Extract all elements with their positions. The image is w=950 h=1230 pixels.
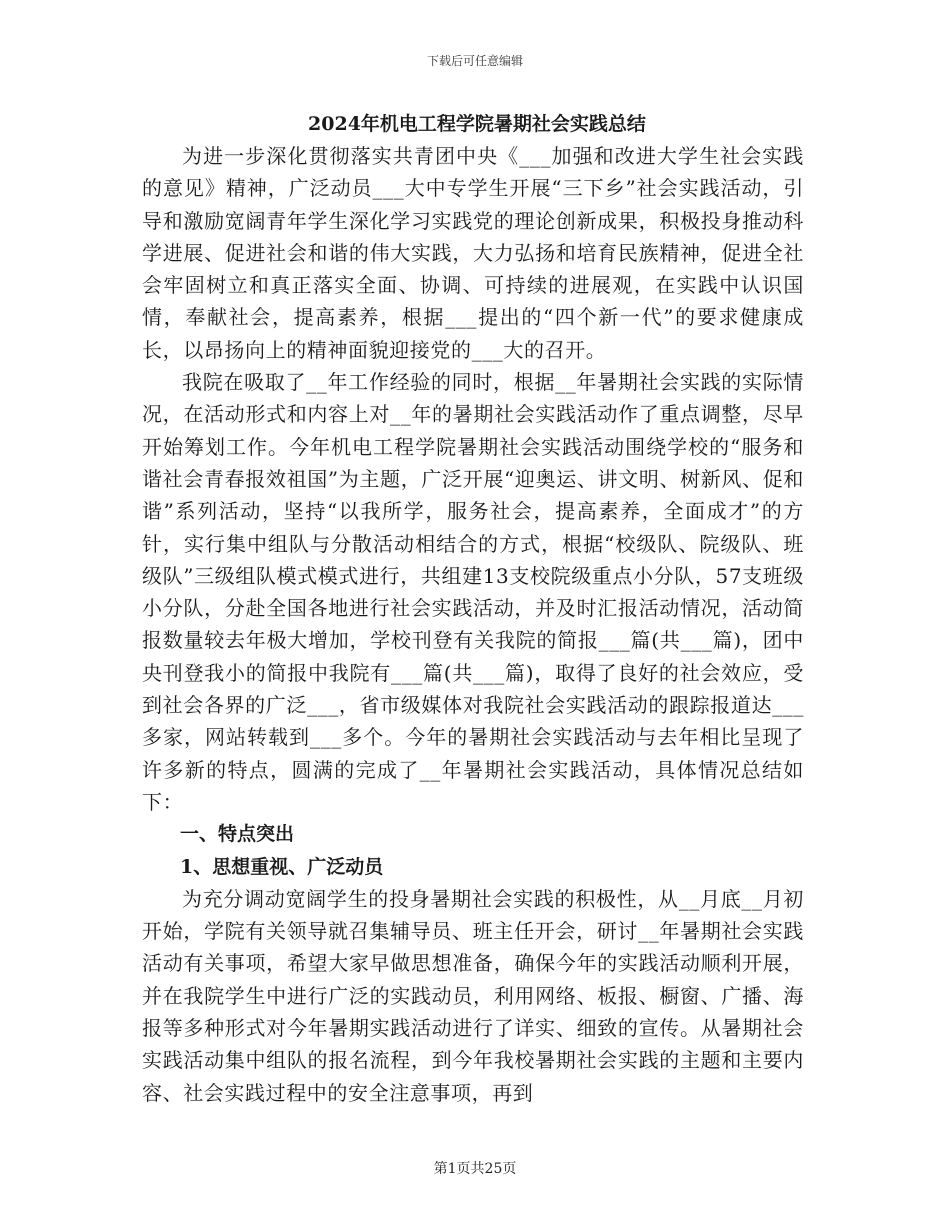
section-heading: 一、特点突出	[180, 823, 295, 846]
paragraph-mobilization: 为充分调动宽阔学生的投身暑期社会实践的积极性，从__月底__月初开始，学院有关领导就召集辅导员、班主任开会，研讨__年暑期社会实践活动有关事项，希望大家早做思想准备，确保今年的实践活动顺利开展，并在我院学生中进行广泛的实践动员，利用网络、板报、橱窗、广播、海报等多种形式对今年暑期实践活动进行了详实、细致的宣传。从暑期社会实践活动集中组队的报名流程，到今年我校暑期社会实践的主题和主要内容、社会实践过程中的安全注意事项，再到	[142, 886, 804, 1105]
document-title: 2024年机电工程学院暑期社会实践总结	[308, 113, 646, 135]
page-header-note: 下载后可任意编辑	[426, 54, 523, 68]
page-number: 第1页共25页	[433, 1161, 517, 1177]
document-body	[142, 108, 804, 1109]
subsection-heading: 1、思想重视、广泛动员	[180, 855, 384, 878]
paragraph-overview: 我院在吸取了__年工作经验的同时，根据__年暑期社会实践的实际情况，在活动形式和内容上对__年的暑期社会实践活动作了重点调整，尽早开始筹划工作。今年机电工程学院暑期社会实践活动围绕学校的“服务和谐社会青春报效祖国”为主题，广泛开展“迎奥运、讲文明、树新风、促和谐”系列活动，坚持“以我所学，服务社会，提高素养，全面成才”的方针，实行集中组队与分散活动相结合的方式，根据“校级队、院级队、班级队”三级组队模式模式进行，共组建13支校院级重点小分队，57支班级小分队，分赴全国各地进行社会实践活动，并及时汇报活动情况，活动简报数量较去年极大增加，学校刊登有关我院的简报___篇(共___篇)，团中央刊登我小的简报中我院有___篇(共___篇)，取得了良好的社会效应，受到社会各界的广泛___，省市级媒体对我院社会实践活动的跟踪报道达___多家，网站转载到___多个。今年的暑期社会实践活动与去年相比呈现了许多新的特点，圆满的完成了__年暑期社会实践活动，具体情况总结如下：	[142, 370, 804, 814]
paragraph-intro: 为进一步深化贯彻落实共青团中央《___加强和改进大学生社会实践的意见》精神，广泛动员___大中专学生开展“三下乡”社会实践活动，引导和激励宽阔青年学生深化学习实践党的理论创新成果，积极投身推动科学进展、促进社会和谐的伟大实践，大力弘扬和培育民族精神，促进全社会牢固树立和真正落实全面、协调、可持续的进展观，在实践中认识国情，奉献社会，提高素养，根据___提出的“四个新一代”的要求健康成长，以昂扬向上的精神面貌迎接党的___大的召开。	[142, 144, 804, 362]
